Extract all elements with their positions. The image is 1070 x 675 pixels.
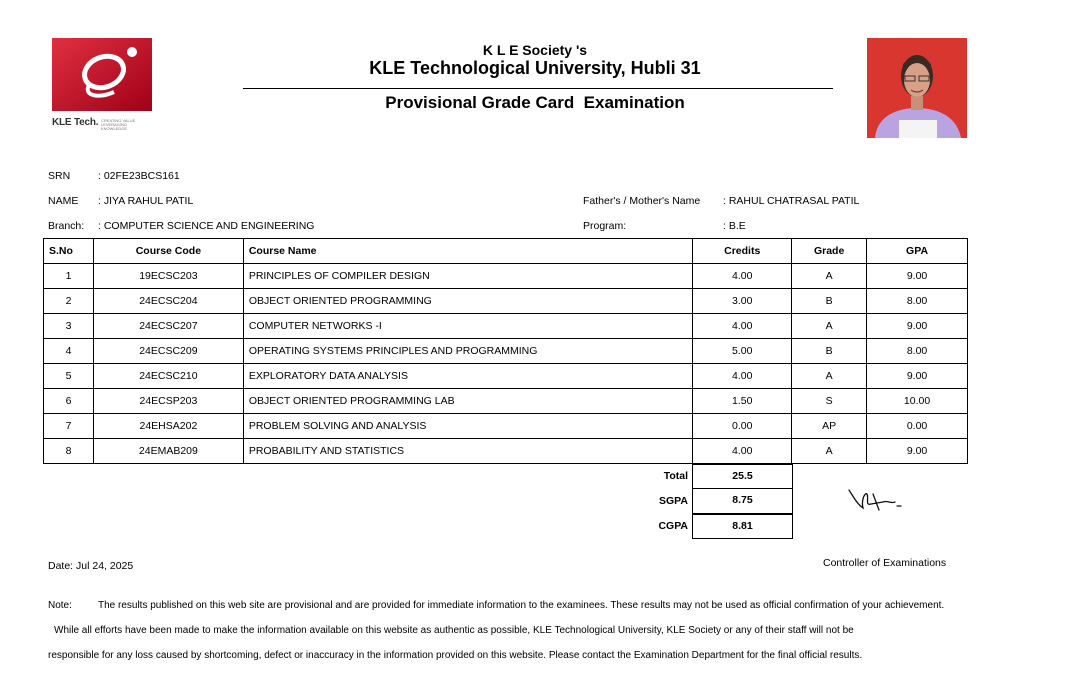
cell-gpa: 9.00: [867, 264, 968, 289]
table-header-row: [44, 239, 968, 264]
cell-sno: 1: [44, 264, 94, 289]
cell-sno: 5: [44, 364, 94, 389]
cell-credits: 3.00: [693, 289, 792, 314]
table-row: [44, 439, 968, 464]
cell-gpa: 9.00: [867, 364, 968, 389]
cell-gpa: 9.00: [867, 314, 968, 339]
cell-gpa: 9.00: [867, 439, 968, 464]
cell-sno: 2: [44, 289, 94, 314]
cell-course-name: PROBABILITY AND STATISTICS: [243, 439, 692, 464]
header-divider: [243, 88, 833, 89]
cell-gpa: 8.00: [867, 289, 968, 314]
cell-gpa: 8.00: [867, 339, 968, 364]
cgpa-label: CGPA: [658, 520, 688, 532]
logo-tagline: CREATING VALUE LEVERAGING KNOWLEDGE: [101, 118, 136, 131]
table-row: [44, 339, 968, 364]
cell-grade: A: [792, 364, 867, 389]
header-course-code: Course Code: [93, 239, 243, 264]
controller-signature: [843, 484, 905, 518]
cell-gpa: 10.00: [867, 389, 968, 414]
cell-course-name: EXPLORATORY DATA ANALYSIS: [243, 364, 692, 389]
note-line-2: While all efforts have been made to make the information available on this website as authentic as possible, KLE Technological University, KLE Society or any of their staff will not be: [54, 625, 854, 636]
program-label: Program:: [583, 220, 627, 232]
table-row: [44, 364, 968, 389]
cell-sno: 8: [44, 439, 94, 464]
university-name: KLE Technological University, Hubli 31: [369, 58, 701, 78]
cell-credits: 4.00: [693, 364, 792, 389]
sgpa-value: 8.75: [692, 489, 793, 514]
cell-credits: 4.00: [693, 264, 792, 289]
cell-grade: A: [792, 314, 867, 339]
controller-title: Controller of Examinations: [823, 557, 947, 569]
cell-credits: 4.00: [693, 439, 792, 464]
cell-course-code: 24ECSC209: [93, 339, 243, 364]
cell-course-code: 24ECSC207: [93, 314, 243, 339]
name-value: : JIYA RAHUL PATIL: [98, 195, 194, 207]
cell-course-name: OPERATING SYSTEMS PRINCIPLES AND PROGRAMMING: [243, 339, 692, 364]
cell-credits: 1.50: [693, 389, 792, 414]
cell-credits: 0.00: [693, 414, 792, 439]
cell-credits: 5.00: [693, 339, 792, 364]
cell-course-code: 24EMAB209: [93, 439, 243, 464]
program-value: : B.E: [723, 220, 746, 232]
cell-course-code: 24ECSC210: [93, 364, 243, 389]
cell-grade: A: [792, 264, 867, 289]
header-sno: S.No: [44, 239, 94, 264]
grades-table: [43, 238, 968, 464]
table-row: [44, 314, 968, 339]
cell-grade: S: [792, 389, 867, 414]
student-photo: [867, 38, 967, 138]
table-row: [44, 414, 968, 439]
cell-gpa: 0.00: [867, 414, 968, 439]
parent-name-label: Father's / Mother's Name: [583, 195, 701, 207]
note-line-3: responsible for any loss caused by shortcoming, defect or inaccuracy in the information provided on this website. Please contact the Examination Department for the final official results.: [48, 650, 863, 661]
branch-label: Branch:: [48, 220, 85, 232]
cell-course-code: 19ECSC203: [93, 264, 243, 289]
total-label: Total: [663, 470, 688, 482]
srn-value: : 02FE23BCS161: [98, 170, 180, 182]
page-title: Provisional Grade Card Examination: [385, 93, 685, 112]
cell-credits: 4.00: [693, 314, 792, 339]
cell-sno: 6: [44, 389, 94, 414]
table-row: [44, 289, 968, 314]
cell-course-name: PRINCIPLES OF COMPILER DESIGN: [243, 264, 692, 289]
cell-grade: A: [792, 439, 867, 464]
header-gpa: GPA: [867, 239, 968, 264]
cell-sno: 7: [44, 414, 94, 439]
logo-brand-text: KLE Tech.: [52, 117, 99, 128]
cell-grade: B: [792, 339, 867, 364]
parent-name-value: : RAHUL CHATRASAL PATIL: [723, 195, 860, 207]
cell-sno: 3: [44, 314, 94, 339]
name-label: NAME: [48, 195, 79, 207]
branch-value: : COMPUTER SCIENCE AND ENGINEERING: [98, 220, 315, 232]
header-course-name: Course Name: [243, 239, 692, 264]
srn-label: SRN: [48, 170, 71, 182]
issue-date: Date: Jul 24, 2025: [48, 560, 134, 572]
cell-course-name: OBJECT ORIENTED PROGRAMMING LAB: [243, 389, 692, 414]
sgpa-label: SGPA: [659, 495, 688, 507]
society-name: K L E Society 's: [482, 42, 588, 58]
cell-course-code: 24EHSA202: [93, 414, 243, 439]
table-row: [44, 264, 968, 289]
header-credits: Credits: [693, 239, 792, 264]
cell-grade: B: [792, 289, 867, 314]
cgpa-value: 8.81: [692, 514, 793, 539]
cell-course-name: OBJECT ORIENTED PROGRAMMING: [243, 289, 692, 314]
cell-course-code: 24ECSC204: [93, 289, 243, 314]
table-row: [44, 389, 968, 414]
note-line-1: The results published on this web site are provisional and are provided for immediate information to the examinees. These results may not be used as official confirmation of your achievement.: [98, 600, 945, 611]
cell-course-name: PROBLEM SOLVING AND ANALYSIS: [243, 414, 692, 439]
cell-course-code: 24ECSP203: [93, 389, 243, 414]
cell-course-name: COMPUTER NETWORKS -I: [243, 314, 692, 339]
cell-grade: AP: [792, 414, 867, 439]
note-label: Note:: [48, 600, 72, 611]
header-grade: Grade: [792, 239, 867, 264]
cell-sno: 4: [44, 339, 94, 364]
total-value: 25.5: [692, 464, 793, 489]
